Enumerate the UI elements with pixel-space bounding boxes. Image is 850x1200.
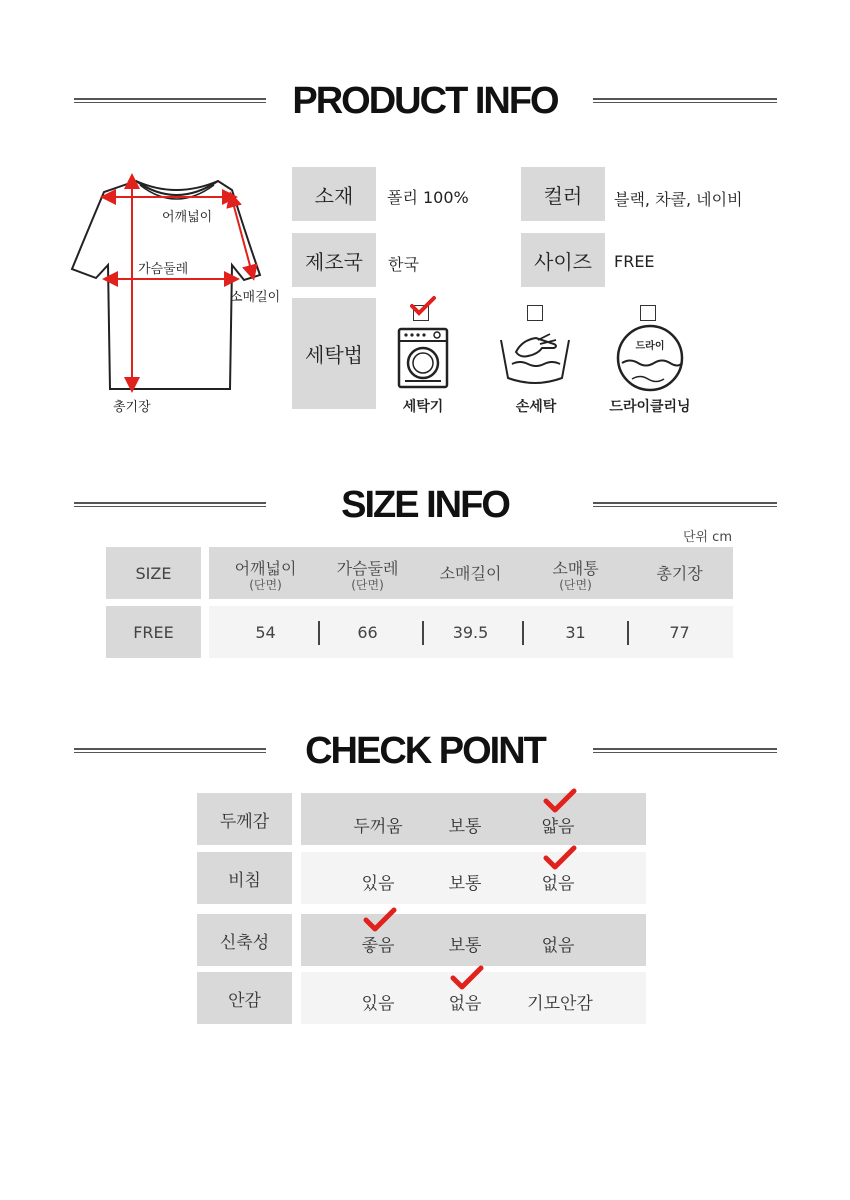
size-header-chest: 가슴둘레 (단면): [336, 558, 399, 592]
lining-option-fleece: 기모안감: [527, 994, 593, 1014]
dryclean-label: 드라이클리닝: [609, 399, 691, 415]
thickness-option-thin: 얇음: [541, 817, 575, 837]
check-mark-icon: [543, 788, 577, 814]
tshirt-collar: [136, 181, 218, 195]
sheerness-option-none: 없음: [541, 874, 575, 894]
check-mark-icon: [410, 296, 436, 316]
size-value: FREE: [614, 252, 655, 271]
dry-clean-icon-text: 드라이: [635, 341, 665, 352]
size-header-sleeve: 소매길이: [439, 564, 502, 583]
size-header-size: SIZE: [106, 547, 201, 599]
chest-label: 가슴둘레: [138, 262, 189, 277]
size-header-length: 총기장: [656, 564, 703, 583]
handwash-label: 손세탁: [515, 399, 557, 415]
dryclean-checkbox: [640, 305, 656, 321]
size-label: 사이즈: [521, 233, 605, 287]
size-info-header: [0, 480, 850, 530]
stretch-label: 신축성: [197, 914, 292, 966]
lining-option-yes: 있음: [361, 994, 395, 1014]
title-rule-right: [593, 502, 777, 507]
origin-label: 제조국: [292, 233, 376, 287]
stretch-option-normal: 보통: [448, 936, 482, 956]
wash-label: 세탁법: [292, 298, 376, 409]
check-mark-icon: [450, 965, 484, 991]
washing-machine-icon: [397, 327, 449, 389]
size-value-sleeve-width: 31: [565, 622, 586, 642]
check-mark-icon: [543, 845, 577, 871]
size-value-length: 77: [669, 622, 690, 642]
material-label: 소재: [292, 167, 376, 221]
title-rule-right: [593, 748, 777, 753]
section-title: PRODUCT INFO: [292, 80, 558, 122]
shoulder-label: 어깨넓이: [162, 210, 213, 225]
section-title: CHECK POINT: [305, 730, 545, 772]
thickness-option-normal: 보통: [448, 817, 482, 837]
sleeve-label: 소매길이: [230, 290, 281, 305]
hand-wash-icon: [498, 330, 572, 388]
size-header-shoulder: 어깨넓이 (단면): [234, 558, 297, 592]
size-value-shoulder: 54: [255, 622, 276, 642]
section-title: SIZE INFO: [341, 484, 509, 526]
stretch-option-none: 없음: [541, 936, 575, 956]
thickness-option-thick: 두꺼움: [353, 817, 403, 837]
material-value: 폴리 100%: [387, 188, 469, 207]
unit-label: 단위 cm: [682, 530, 732, 545]
check-mark-icon: [363, 907, 397, 933]
sheerness-option-yes: 있음: [361, 874, 395, 894]
lining-label: 안감: [197, 972, 292, 1024]
thickness-label: 두께감: [197, 793, 292, 845]
size-header-sleeve-width: 소매통 (단면): [552, 558, 599, 592]
stretch-option-good: 좋음: [361, 936, 395, 956]
color-value: 블랙, 차콜, 네이비: [614, 190, 743, 209]
check-point-header: [0, 726, 850, 776]
washer-label: 세탁기: [402, 399, 444, 415]
length-label: 총기장: [113, 400, 151, 415]
product-info-header: [0, 76, 850, 126]
size-row-label: FREE: [106, 606, 201, 658]
sheerness-label: 비침: [197, 852, 292, 904]
dry-clean-icon: [614, 323, 686, 393]
sheerness-option-normal: 보통: [448, 874, 482, 894]
size-value-chest: 66: [357, 622, 378, 642]
size-value-sleeve: 39.5: [452, 622, 489, 642]
lining-option-none: 없음: [448, 994, 482, 1014]
handwash-checkbox: [527, 305, 543, 321]
sleeve-arrow: [232, 199, 252, 273]
title-rule-right: [593, 98, 777, 103]
color-label: 컬러: [521, 167, 605, 221]
origin-value: 한국: [388, 255, 419, 274]
